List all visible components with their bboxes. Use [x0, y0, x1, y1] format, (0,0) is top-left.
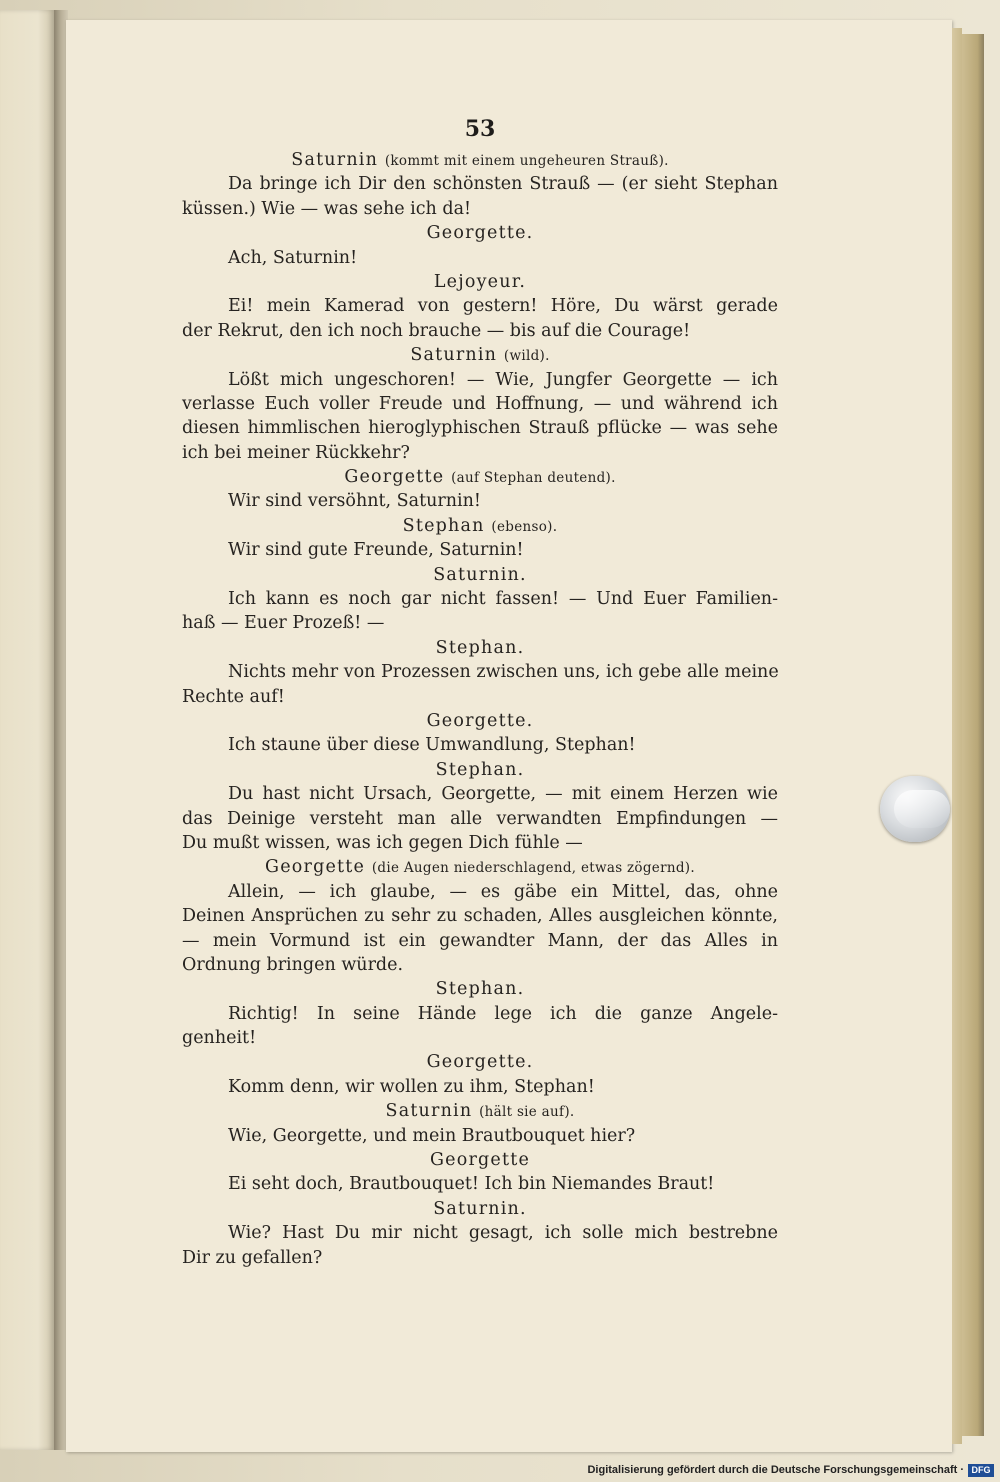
book-cover-edge [962, 34, 984, 1436]
dialogue-line: genheit! [182, 1028, 257, 1049]
speaker-line [182, 977, 778, 1001]
speaker-name: Georgette [344, 467, 445, 488]
dialogue-line: Da bringe ich Dir den schönsten Strauß — (er sieht Stephan [228, 174, 778, 195]
dialogue-line: Wie? Hast Du mir nicht gesagt, ich solle mich bestrebne [228, 1223, 778, 1244]
dialogue-line: Komm denn, wir wollen zu ihm, Stephan! [228, 1076, 595, 1097]
page-edge [952, 28, 962, 1444]
dialogue-line: ich bei meiner Rückkehr? [182, 442, 410, 463]
dialogue-line: Lößt mich ungeschoren! — Wie, Jungfer Georgette — ich [228, 369, 778, 390]
dialogue-line: Wir sind versöhnt, Saturnin! [228, 491, 481, 512]
speaker-line [182, 636, 778, 660]
speaker-line [182, 148, 778, 172]
dialogue-line: Wie, Georgette, und mein Brautbouquet hier? [228, 1125, 636, 1146]
speaker-line [182, 221, 778, 245]
dialogue-line: Du hast nicht Ursach, Georgette, — mit einem Herzen wie [228, 784, 778, 805]
dialogue-line: Wir sind gute Freunde, Saturnin! [228, 540, 524, 561]
dialogue-line: Ich staune über diese Umwandlung, Stephan! [228, 735, 636, 756]
stage-direction: (wild). [503, 348, 550, 365]
dialogue-line: Du mußt wissen, was ich gegen Dich fühle — [182, 832, 583, 853]
speaker-name: Saturnin [385, 1101, 473, 1122]
speaker-line [182, 1197, 778, 1221]
speaker-line [182, 855, 778, 879]
speaker-name: Lejoyeur. [433, 271, 527, 292]
dialogue-line: Ich kann es noch gar nicht fassen! — Und Euer Familien- [228, 589, 778, 610]
dialogue-line: Allein, — ich glaube, — es gäbe ein Mittel, das, ohne [228, 881, 778, 902]
text-lines [182, 148, 778, 1270]
speaker-name: Georgette [265, 857, 366, 878]
dialogue-line: Ei! mein Kamerad von gestern! Höre, Du wärst gerade [228, 296, 778, 317]
dialogue-line: Dir zu gefallen? [182, 1247, 323, 1268]
speaker-name: Stephan [402, 515, 485, 536]
speaker-name: Georgette [429, 1150, 531, 1171]
dialogue-line: Nichts mehr von Prozessen zwischen uns, ich gebe alle meine [228, 662, 779, 683]
speaker-line [182, 709, 778, 733]
speaker-line [182, 343, 778, 367]
dialogue-line: Rechte auf! [182, 686, 285, 707]
speaker-line [182, 514, 778, 538]
stage-direction: (auf Stephan deutend). [451, 470, 616, 487]
stage-direction: (ebenso). [491, 518, 558, 535]
page-number: 53 [464, 116, 496, 142]
dialogue-line: — mein Vormund ist ein gewandter Mann, der das Alles in [182, 930, 778, 951]
speaker-name: Georgette. [426, 1052, 534, 1073]
digitization-footer [587, 1462, 994, 1478]
dialogue-line: Ach, Saturnin! [228, 247, 358, 268]
scanner-clip-highlight [894, 790, 950, 828]
dialogue-line: verlasse Euch voller Freude und Hoffnung, — und während ich [182, 393, 778, 414]
speaker-line [182, 758, 778, 782]
footer-credit: Digitalisierung gefördert durch die Deutsche Forschungsgemeinschaft · [587, 1464, 964, 1476]
dialogue-line: Ordnung bringen würde. [182, 954, 404, 975]
speaker-name: Stephan. [435, 759, 525, 780]
dialogue-line: haß — Euer Prozeß! — [182, 613, 385, 634]
speaker-line [182, 270, 778, 294]
stage-direction: (die Augen niederschlagend, etwas zögernd). [371, 860, 695, 877]
stage-direction: (kommt mit einem ungeheuren Strauß). [384, 153, 669, 169]
speaker-line [182, 1099, 778, 1123]
speaker-name: Stephan. [435, 979, 525, 1000]
dialogue-line: der Rekrut, den ich noch brauche — bis auf die Courage! [182, 320, 691, 341]
speaker-name: Saturnin. [433, 564, 527, 585]
speaker-name: Georgette. [426, 223, 534, 244]
speaker-line [182, 1148, 778, 1172]
speaker-name: Saturnin [410, 345, 498, 366]
dialogue-line: das Deinige versteht man alle verwandten Empfindungen — [182, 808, 778, 829]
speaker-line [182, 1050, 778, 1074]
dfg-logo: DFG [968, 1464, 994, 1477]
speaker-name: Stephan. [435, 637, 525, 658]
dialogue-line: Richtig! In seine Hände lege ich die ganze Angele- [228, 1003, 778, 1024]
dialogue-line: Deinen Ansprüchen zu sehr zu schaden, Alles ausgleichen könnte, [182, 906, 778, 927]
stage-direction: (hält sie auf). [479, 1104, 575, 1121]
facing-page-edge [0, 10, 54, 1450]
speaker-line [182, 465, 778, 489]
dialogue-line: diesen himmlischen hieroglyphischen Strauß pflücke — was sehe [182, 418, 778, 439]
speaker-name: Saturnin. [433, 1198, 527, 1219]
speaker-line [182, 563, 778, 587]
dialogue-line: küssen.) Wie — was sehe ich da! [182, 198, 472, 219]
page-text [182, 112, 778, 1270]
dialogue-line: Ei seht doch, Brautbouquet! Ich bin Niemandes Braut! [228, 1174, 715, 1195]
speaker-name: Saturnin [291, 150, 379, 170]
speaker-name: Georgette. [426, 710, 534, 731]
